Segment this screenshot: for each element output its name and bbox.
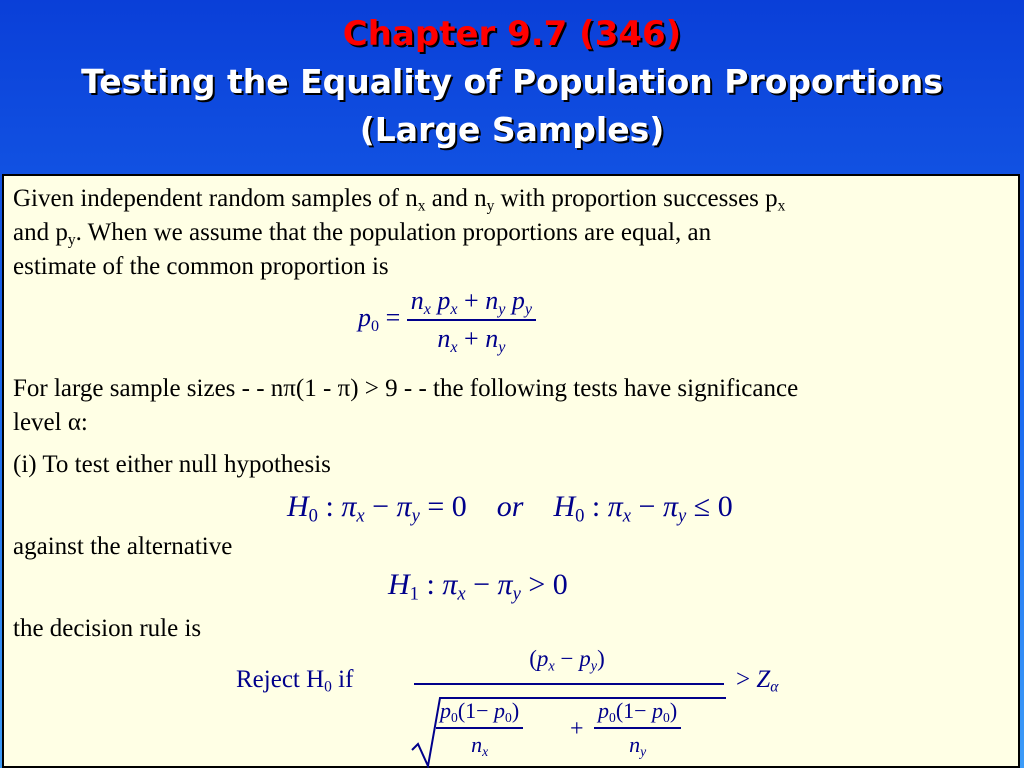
intro-line-2: and $p_y$. When we assume that the population proportions are equal, an (13, 219, 712, 249)
title-line-2: Testing the Equality of Population Proportions (81, 62, 943, 101)
large-sample-line-1: For large sample sizes - - nπ(1 - π) > 9 - - the following tests have significance (13, 375, 799, 402)
variance-term-y: $\frac{p_0(1- p_0)}{n_y}$ (594, 698, 681, 758)
intro-line-3: estimate of the common proportion is (13, 253, 389, 280)
large-sample-line-2: level α: (13, 409, 88, 436)
content-panel (2, 174, 1020, 768)
title-line-3: (Large Samples) (359, 110, 665, 149)
slide-title (0, 0, 1024, 172)
main-fraction-bar (414, 683, 724, 685)
variance-term-x: $\frac{p_0(1- p_0)}{n_x}$ (436, 698, 523, 758)
null-hypothesis-intro: (i) To test either null hypothesis (13, 451, 331, 478)
critical-value: > $Z_\alpha$ (736, 666, 779, 696)
chapter-heading: Chapter 9.7 (346) (342, 14, 682, 54)
plus-sign: + (570, 716, 584, 742)
alternative-hypothesis-formula: $H_1$ : $\pi_x - \pi_y > 0$ (388, 568, 568, 605)
null-hypothesis-formula: $H_0$ : $\pi_x - \pi_y = 0$ or $H_0$ : $\pi_x - \pi_y \le 0$ (287, 490, 733, 527)
intro-line-1: Given independent random samples of $n_x$ and $n_y$ with proportion successes $p_x$ (13, 185, 786, 215)
decision-rule-intro: the decision rule is (13, 615, 202, 642)
alternative-intro: against the alternative (13, 533, 233, 560)
reject-label: Reject $H_0$ if (236, 666, 354, 696)
test-statistic-numerator: $(p_x - p_y)$ (529, 646, 605, 675)
pooled-proportion-formula: $p_0$ = $\frac{n_x p_x + n_y p_y}{n_x + n_y}$ (358, 286, 536, 354)
